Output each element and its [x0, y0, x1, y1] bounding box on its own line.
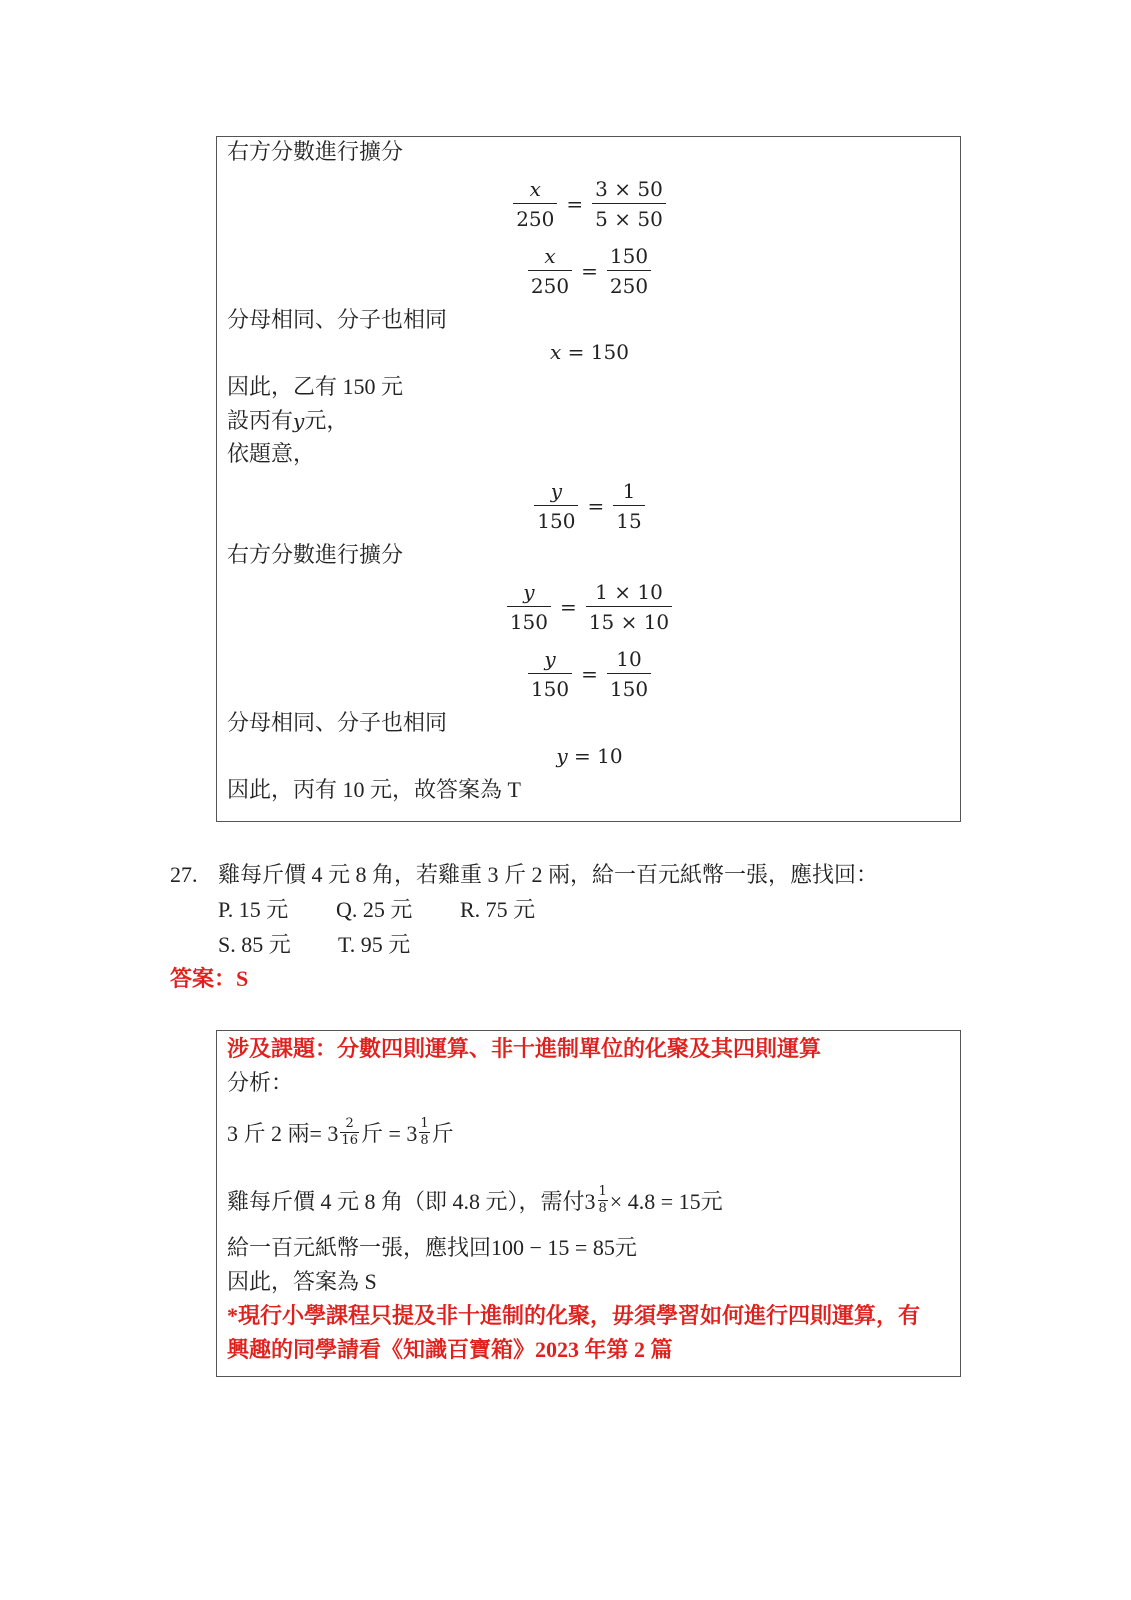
frac-num: 1 — [622, 479, 636, 503]
equals-sign: = — [581, 662, 598, 686]
text-part: × 4.8 = 15元 — [609, 1189, 723, 1214]
option-t: T. 95 元 — [338, 932, 411, 957]
math-var: y — [556, 744, 568, 768]
frac-den: 250 — [607, 270, 651, 298]
frac-num: 1 — [598, 1184, 607, 1199]
text-part: 雞每斤價 4 元 8 角（即 4.8 元），需付3 — [227, 1189, 596, 1214]
question-number: 27. — [170, 862, 198, 887]
frac-den: 150 — [528, 673, 572, 701]
text-line: 右方分數進行擴分 — [227, 139, 404, 164]
analysis-label: 分析： — [227, 1070, 294, 1095]
frac-num: x — [529, 177, 541, 201]
frac-num: 10 — [616, 647, 642, 671]
text-part: 元， — [304, 408, 349, 433]
option-r: R. 75 元 — [460, 897, 536, 922]
frac-num: y — [544, 647, 556, 671]
frac-num: 2 — [345, 1116, 354, 1131]
topic-heading: 涉及課題：分數四則運算、非十進制單位的化聚及其四則運算 — [227, 1036, 822, 1061]
frac-den: 250 — [513, 203, 557, 231]
frac-den: 15 × 10 — [586, 606, 672, 634]
frac-num: 1 — [420, 1116, 429, 1131]
question-text: 雞每斤價 4 元 8 角，若雞重 3 斤 2 兩，給一百元紙幣一張，應找回： — [218, 862, 879, 887]
frac-den: 150 — [507, 606, 551, 634]
option-q: Q. 25 元 — [336, 897, 413, 922]
change-line: 給一百元紙幣一張，應找回100 − 15 = 85元 — [227, 1235, 637, 1260]
text-part: 設丙有 — [227, 408, 294, 433]
frac-den: 15 — [613, 505, 644, 533]
frac-num: 3 × 50 — [595, 177, 663, 201]
equation-1 — [217, 177, 962, 231]
note-line-2: 興趣的同學請看《知識百寶箱》2023 年第 2 篇 — [227, 1337, 673, 1362]
equation-3 — [217, 340, 962, 364]
frac-num: x — [544, 244, 556, 268]
equals-sign: = — [587, 494, 605, 518]
option-p: P. 15 元 — [218, 897, 289, 922]
frac-num: y — [523, 580, 535, 604]
frac-den: 250 — [528, 270, 572, 298]
equals-sign: = — [560, 595, 577, 619]
math-var: x — [550, 340, 562, 364]
text-part: 3 斤 2 兩= 3 — [227, 1121, 339, 1146]
frac-den: 150 — [534, 505, 578, 533]
solution-box-26 — [216, 136, 961, 822]
note-line-1: *現行小學課程只提及非十進制的化聚，毋須學習如何進行四則運算，有 — [227, 1303, 921, 1328]
equals-sign: = — [581, 259, 598, 283]
text-line: 分母相同、分子也相同 — [227, 710, 448, 735]
equals-sign: = — [566, 192, 584, 216]
equation-6 — [217, 647, 962, 701]
text-part: 斤 = 3 — [360, 1121, 418, 1146]
analysis-box-27 — [216, 1030, 961, 1377]
conclusion-line: 因此，答案為 S — [227, 1269, 377, 1294]
math-var: y — [293, 409, 305, 433]
math-rest: = 10 — [574, 744, 623, 768]
frac-den: 8 — [598, 1201, 607, 1216]
text-line: 因此，乙有 150 元 — [227, 374, 404, 399]
math-rest: = 150 — [567, 340, 629, 364]
text-line: 分母相同、分子也相同 — [227, 307, 448, 332]
equation-2 — [217, 244, 962, 298]
equation-4 — [217, 479, 962, 533]
option-s: S. 85 元 — [218, 932, 291, 957]
text-line — [227, 406, 348, 436]
frac-num: y — [550, 479, 563, 503]
text-line: 因此，丙有 10 元，故答案為 T — [227, 777, 521, 802]
equation-5 — [217, 580, 962, 634]
equation-7 — [217, 744, 962, 768]
conversion-line — [227, 1117, 454, 1148]
frac-den: 5 × 50 — [592, 203, 666, 231]
frac-den: 150 — [607, 673, 651, 701]
cost-line — [227, 1185, 723, 1216]
frac-num: 150 — [609, 244, 649, 268]
frac-den: 8 — [420, 1133, 429, 1148]
answer-label: 答案：S — [170, 966, 249, 991]
text-line: 右方分數進行擴分 — [227, 542, 404, 567]
text-part: 斤 — [431, 1121, 454, 1146]
frac-num: 1 × 10 — [595, 580, 663, 604]
frac-den: 16 — [341, 1133, 358, 1148]
text-line: 依題意， — [227, 441, 316, 466]
